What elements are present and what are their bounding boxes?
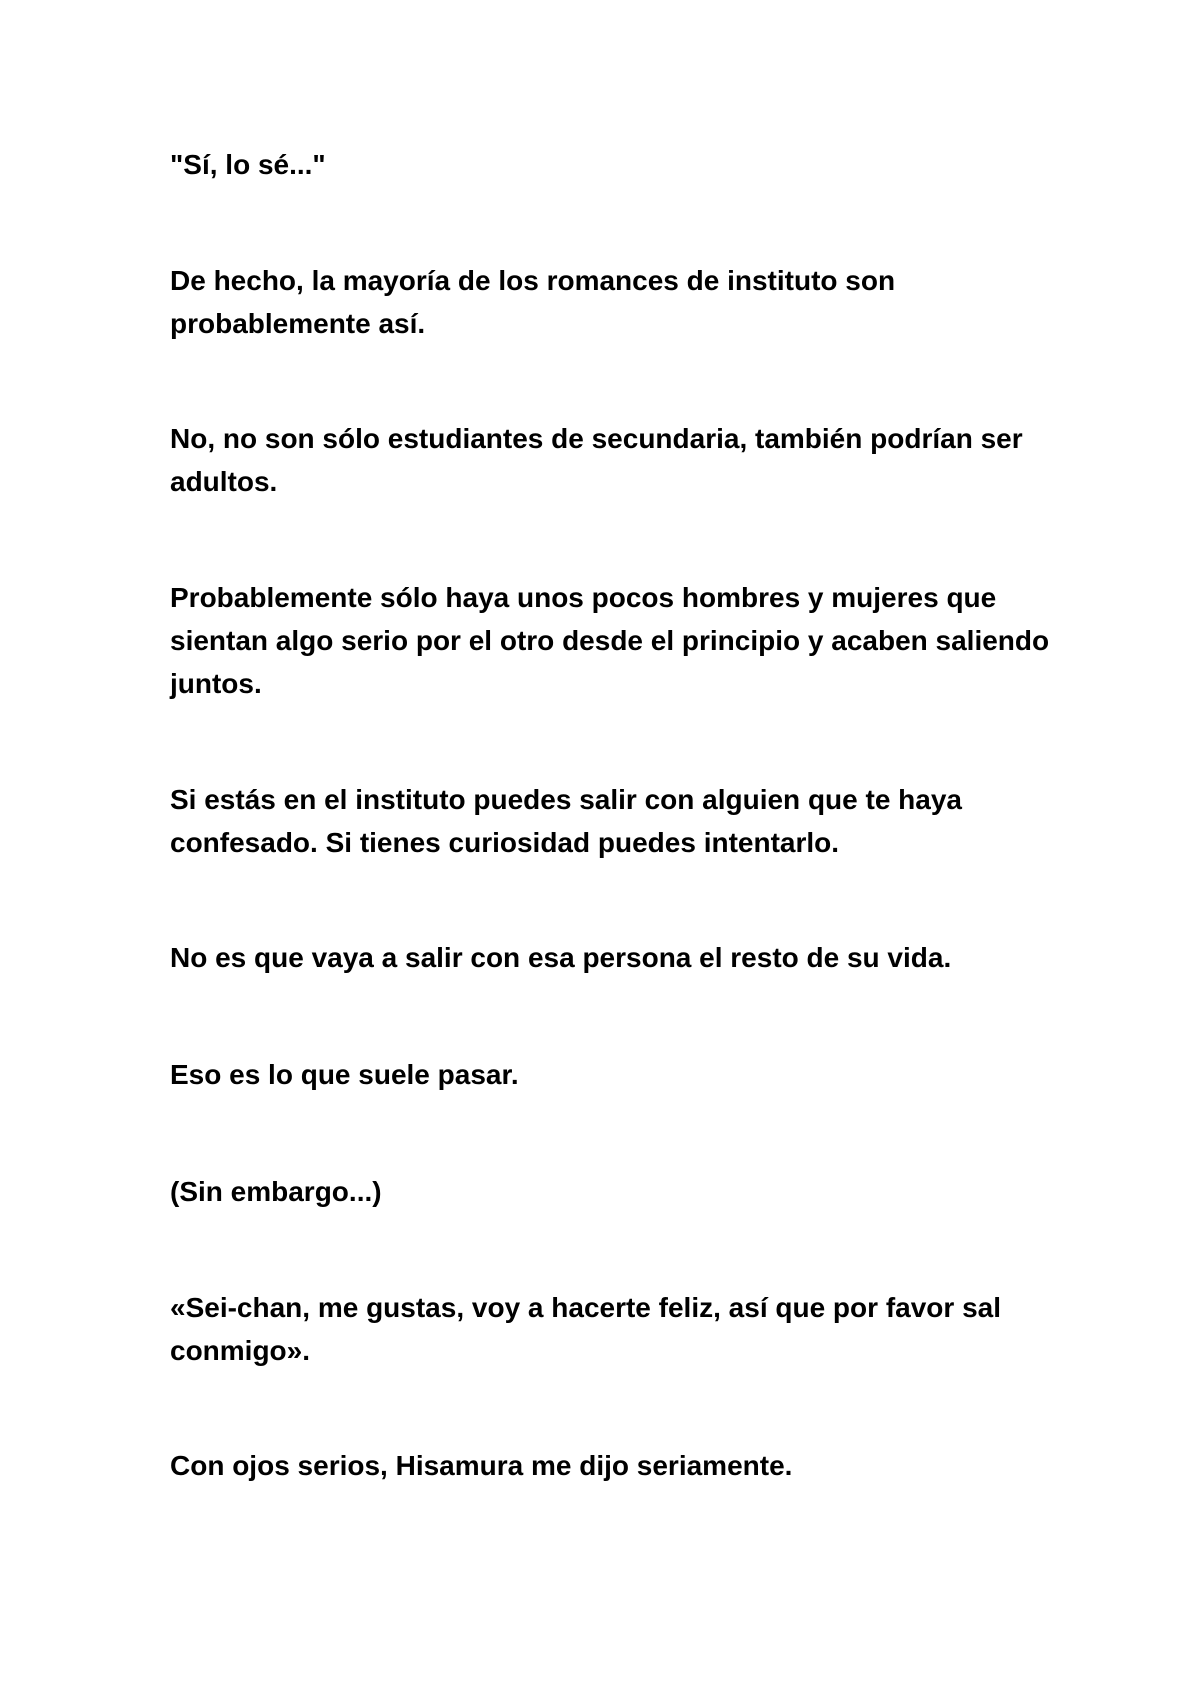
- paragraph: (Sin embargo...): [170, 1176, 382, 1207]
- paragraph: No es que vaya a salir con esa persona el resto de su vida.: [170, 942, 952, 973]
- paragraph: "Sí, lo sé...": [170, 149, 326, 180]
- paragraph: Si estás en el instituto puedes salir con alguien que te haya confesado. Si tienes curiosidad puedes intentarlo.: [170, 784, 962, 858]
- paragraph: Con ojos serios, Hisamura me dijo seriamente.: [170, 1450, 793, 1481]
- paragraph: De hecho, la mayoría de los romances de instituto son probablemente así.: [170, 265, 896, 339]
- paragraph: No, no son sólo estudiantes de secundaria, también podrían ser adultos.: [170, 423, 1023, 497]
- paragraph: «Sei-chan, me gustas, voy a hacerte feliz, así que por favor sal conmigo».: [170, 1292, 1001, 1366]
- paragraph: Eso es lo que suele pasar.: [170, 1059, 519, 1090]
- paragraph: Probablemente sólo haya unos pocos hombres y mujeres que sientan algo serio por el otro desde el principio y acaben saliendo juntos.: [170, 582, 1050, 699]
